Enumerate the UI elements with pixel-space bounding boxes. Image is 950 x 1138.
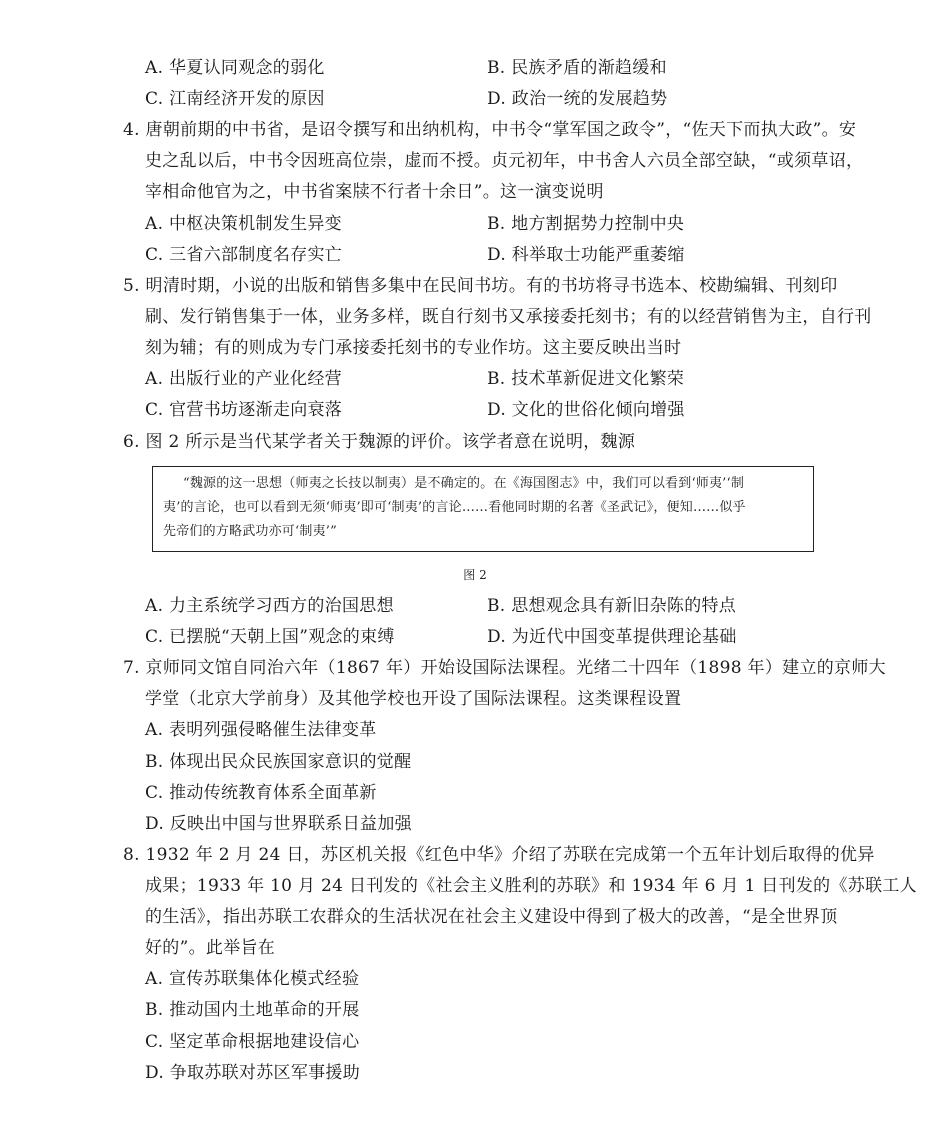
q6-option-c: C. 已摆脱“天朝上国”观念的束缚 [145,627,395,647]
q8-option-b: B. 推动国内土地革命的开展 [145,1000,360,1020]
q5-option-c: C. 官营书坊逐渐走向衰落 [145,400,343,420]
q4-stem-line-2: 史之乱以后，中书令因班高位崇，虚而不授。贞元初年，中书舍人六员全部空缺，“或须草诏， [145,151,864,171]
figure-2-caption: 图 2 [463,568,487,582]
q5-option-a: A. 出版行业的产业化经营 [145,369,342,389]
q5-stem-line-1: 5. 明清时期，小说的出版和销售多集中在民间书坊。有的书坊将寻书选本、校勘编辑、刊刻印 [123,276,838,296]
q3-option-c: C. 江南经济开发的原因 [145,89,325,109]
q7-option-b: B. 体现出民众民族国家意识的觉醒 [145,752,412,772]
q5-stem-line-2: 刷、发行销售集于一体，业务多样，既自行刻书又承接委托刻书；有的以经营销售为主，自行刊 [145,307,872,327]
q6-option-b: B. 思想观念具有新旧杂陈的特点 [487,596,737,616]
figure-2-line-3: 先帝们的方略武功亦可‘制夷’” [163,524,337,539]
q5-option-b: B. 技术革新促进文化繁荣 [487,369,685,389]
q8-stem-line-2: 成果；1933 年 10 月 24 日刊发的《社会主义胜利的苏联》和 1934 年 6 月 1 日刊发的《苏联工人 [145,876,917,896]
q4-stem-line-1: 4. 唐朝前期的中书省，是诏令撰写和出纳机构，中书令“掌军国之政令”，“佐天下而执大政”。安 [123,120,857,140]
q4-option-c: C. 三省六部制度名存实亡 [145,245,343,265]
q4-stem-line-3: 宰相命他官为之，中书省案牍不行者十余日”。这一演变说明 [145,182,604,202]
q7-option-a: A. 表明列强侵略催生法律变革 [145,720,377,740]
q3-option-b: B. 民族矛盾的渐趋缓和 [487,58,667,78]
q4-option-d: D. 科举取士功能严重萎缩 [487,245,685,265]
figure-2-line-1: “魏源的这一思想（师夷之长技以制夷）是不确定的。在《海国图志》中，我们可以看到‘师夷’‘制 [183,476,745,491]
figure-2-quote-box [152,466,814,552]
q7-stem-line-2: 学堂（北京大学前身）及其他学校也开设了国际法课程。这类课程设置 [145,689,682,709]
q8-option-d: D. 争取苏联对苏区军事援助 [145,1063,361,1083]
q8-stem-line-3: 的生活》，指出苏联工农群众的生活状况在社会主义建设中得到了极大的改善，“是全世界顶 [145,907,838,927]
q4-option-b: B. 地方割据势力控制中央 [487,214,685,234]
q8-stem-line-1: 8. 1932 年 2 月 24 日，苏区机关报《红色中华》介绍了苏联在完成第一个五年计划后取得的优异 [123,845,875,865]
q8-stem-line-4: 好的”。此举旨在 [145,938,276,958]
q8-option-a: A. 宣传苏联集体化模式经验 [145,969,360,989]
q6-option-d: D. 为近代中国变革提供理论基础 [487,627,737,647]
figure-2-line-2: 夷’的言论，也可以看到无须‘师夷’即可‘制夷’的言论……看他同时期的名著《圣武记》，便知……似乎 [163,500,746,515]
q7-option-c: C. 推动传统教育体系全面革新 [145,783,377,803]
q7-stem-line-1: 7. 京师同文馆自同治六年（1867 年）开始设国际法课程。光绪二十四年（1898 年）建立的京师大 [123,658,886,678]
q6-stem: 6. 图 2 所示是当代某学者关于魏源的评价。该学者意在说明，魏源 [123,432,636,452]
q4-option-a: A. 中枢决策机制发生异变 [145,214,342,234]
q3-option-a: A. 华夏认同观念的弱化 [145,58,325,78]
q7-option-d: D. 反映出中国与世界联系日益加强 [145,814,412,834]
q6-option-a: A. 力主系统学习西方的治国思想 [145,596,394,616]
q8-option-c: C. 坚定革命根据地建设信心 [145,1032,360,1052]
q5-option-d: D. 文化的世俗化倾向增强 [487,400,685,420]
q5-stem-line-3: 刻为辅；有的则成为专门承接委托刻书的专业作坊。这主要反映出当时 [145,338,682,358]
q3-option-d: D. 政治一统的发展趋势 [487,89,668,109]
